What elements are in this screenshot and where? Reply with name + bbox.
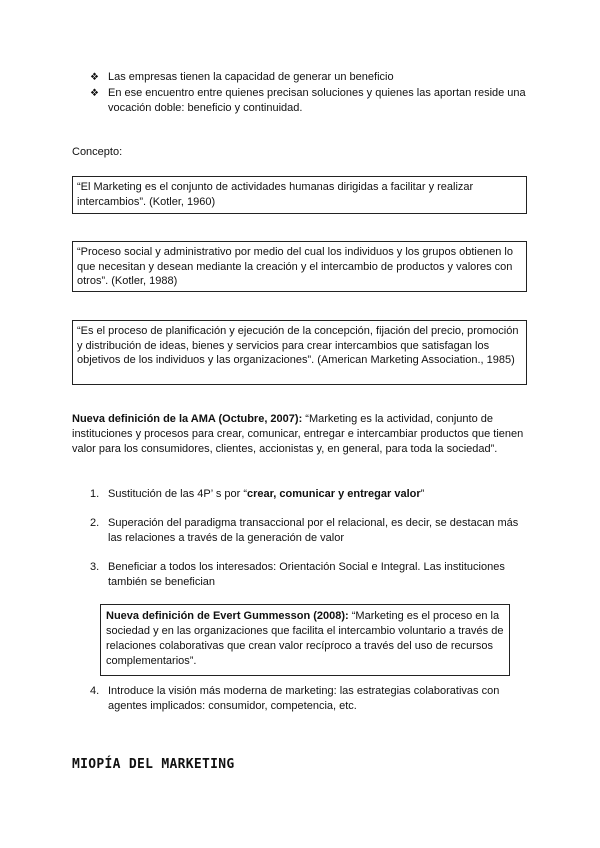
- list-number: 3.: [90, 561, 100, 573]
- list-text: Sustitución de las 4P’ s por “: [108, 488, 247, 500]
- list-text-end: ”: [420, 488, 425, 500]
- gummesson-definition-box: [100, 604, 510, 676]
- list-number: 4.: [90, 685, 100, 697]
- diamond-bullet-icon: ❖: [90, 72, 99, 83]
- list-text: Superación del paradigma transaccional por el relacional, es decir, se destacan más las relaciones a través de la generación de valor: [108, 517, 519, 544]
- bullet-text: En ese encuentro entre quienes precisan soluciones y quienes las aportan reside una vocación doble: beneficio y continuidad.: [108, 87, 526, 114]
- list-item: [90, 684, 520, 714]
- intro-bullet-list: [88, 70, 528, 117]
- list-text-bold: crear, comunicar y entregar valor: [247, 488, 421, 500]
- list-number: 1.: [90, 488, 100, 500]
- gummesson-heading: Nueva definición de Evert Gummesson (2008):: [106, 610, 349, 622]
- ama-heading: Nueva definición de la AMA (Octubre, 2007):: [72, 413, 303, 425]
- list-item: [90, 516, 520, 546]
- ama-text: “Marketing es la actividad, conjunto de instituciones y procesos para crear, comunicar, entregar e intercambiar productos que tienen valor para los consumidores, clientes, accionistas y, en general, para toda la sociedad”.: [72, 413, 524, 455]
- definition-box-kotler-1988: “Proceso social y administrativo por medio del cual los individuos y los grupos obtienen lo que necesitan y desean mediante la creación y el intercambio de productos y valores con otros”. (Kotler, 1988): [72, 241, 527, 292]
- list-item: [90, 560, 520, 590]
- list-text: Introduce la visión más moderna de marketing: las estrategias colaborativas con agentes implicados: consumidor, competencia, etc.: [108, 685, 500, 712]
- diamond-bullet-icon: ❖: [90, 88, 99, 99]
- definition-box-kotler-1960: “El Marketing es el conjunto de actividades humanas dirigidas a facilitar y realizar intercambios”. (Kotler, 1960): [72, 176, 527, 214]
- ama-2007-definition: [72, 412, 532, 457]
- bullet-item: [88, 86, 528, 116]
- bullet-text: Las empresas tienen la capacidad de generar un beneficio: [108, 71, 394, 83]
- gummesson-text: “Marketing es el proceso en la sociedad y en las organizaciones que facilita el intercambio voluntario a través de relaciones colaborativas que crean valor recíproco a través del uso de recursos complementarios”.: [106, 610, 504, 667]
- concept-label: Concepto:: [72, 146, 123, 158]
- bullet-item: [88, 70, 528, 85]
- list-number: 2.: [90, 517, 100, 529]
- list-item: [90, 487, 520, 502]
- definition-box-ama-1985: “Es el proceso de planificación y ejecución de la concepción, fijación del precio, promoción y distribución de ideas, bienes y servicios para crear intercambios que satisfagan los objetivos de los individuos y las organizaciones”. (American Marketing Association., 1985): [72, 320, 527, 385]
- section-heading: MIOPÍA DEL MARKETING: [72, 757, 235, 772]
- list-text: Beneficiar a todos los interesados: Orientación Social e Integral. Las instituciones también se benefician: [108, 561, 505, 588]
